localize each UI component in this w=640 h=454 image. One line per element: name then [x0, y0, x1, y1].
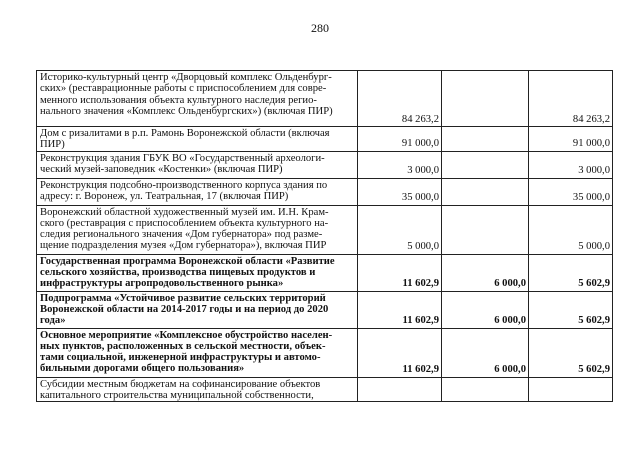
federal-amount-cell	[442, 178, 529, 205]
total-amount-cell: 91 000,0	[358, 127, 442, 152]
federal-amount-cell: 6 000,0	[442, 291, 529, 328]
federal-amount-cell	[442, 151, 529, 178]
total-amount-cell: 35 000,0	[358, 178, 442, 205]
row-description	[37, 71, 358, 127]
description-line: Воронежский областной художественный музей им. И.Н. Крам-	[40, 206, 329, 218]
description-line: года»	[40, 315, 66, 327]
description-line: Подпрограмма «Устойчивое развитие сельских территорий	[40, 292, 326, 304]
row-description	[37, 205, 358, 254]
row-description	[37, 291, 358, 328]
federal-amount-cell	[442, 71, 529, 127]
regional-amount-cell: 3 000,0	[529, 151, 613, 178]
description-line: ческий музей-заповедник «Костенки» (включая ПИР)	[40, 163, 283, 175]
table-row	[37, 328, 613, 377]
federal-amount-cell	[442, 205, 529, 254]
table-row	[37, 127, 613, 152]
description-line: Реконструкция подсобно-производственного корпуса здания по	[40, 179, 328, 191]
description-line: ПИР)	[40, 139, 65, 151]
federal-amount-cell	[442, 127, 529, 152]
table-row	[37, 178, 613, 205]
regional-amount-cell: 5 602,9	[529, 328, 613, 377]
table-row	[37, 254, 613, 291]
row-description	[37, 151, 358, 178]
table-row	[37, 377, 613, 402]
description-line: сельского хозяйства, производства пищевых продуктов и	[40, 266, 316, 278]
description-line: Историко-культурный центр «Дворцовый комплекс Ольденбург-	[40, 72, 332, 83]
federal-amount-cell: 6 000,0	[442, 328, 529, 377]
table-row	[37, 151, 613, 178]
description-line: следия регионального значения «Дом губернатора» под разме-	[40, 229, 323, 241]
row-description	[37, 377, 358, 402]
description-line: ских» (реставрационные работы с приспособлением для совре-	[40, 83, 327, 95]
description-line: ского (реставрация с приспособлением объекта культурного на-	[40, 217, 329, 229]
regional-amount-cell: 5 602,9	[529, 291, 613, 328]
description-line: нального значения «Комплекс Ольденбургских») (включая ПИР)	[40, 105, 333, 117]
total-amount-cell: 84 263,2	[358, 71, 442, 127]
description-line: адресу: г. Воронеж, ул. Театральная, 17 (включая ПИР)	[40, 190, 289, 202]
description-line: бильными дорогами общего пользования»	[40, 363, 245, 375]
regional-amount-cell: 35 000,0	[529, 178, 613, 205]
description-line: щение подразделения музея «Дом губернатора»), включая ПИР	[40, 240, 327, 252]
table-row	[37, 71, 613, 127]
regional-amount-cell: 5 602,9	[529, 254, 613, 291]
description-line: инфраструктуры агропродовольственного рынка»	[40, 278, 284, 290]
description-line: Субсидии местным бюджетам на софинансирование объектов	[40, 378, 321, 390]
row-description	[37, 254, 358, 291]
table-row	[37, 291, 613, 328]
row-description	[37, 127, 358, 152]
regional-amount-cell	[529, 377, 613, 402]
total-amount-cell	[358, 377, 442, 402]
row-description	[37, 328, 358, 377]
page-number: 280	[311, 21, 329, 35]
regional-amount-cell: 84 263,2	[529, 71, 613, 127]
description-line: Дом с ризалитами в р.п. Рамонь Воронежской области (включая	[40, 128, 330, 139]
total-amount-cell: 5 000,0	[358, 205, 442, 254]
total-amount-cell: 3 000,0	[358, 151, 442, 178]
total-amount-cell: 11 602,9	[358, 328, 442, 377]
description-line: Реконструкция здания ГБУК ВО «Государственный археологи-	[40, 152, 325, 164]
table-row	[37, 205, 613, 254]
budget-table	[36, 70, 613, 402]
row-description	[37, 178, 358, 205]
description-line: Государственная программа Воронежской области «Развитие	[40, 255, 335, 267]
federal-amount-cell	[442, 377, 529, 402]
description-line: тами социальной, инженерной инфраструктуры и автомо-	[40, 352, 321, 364]
description-line: Основное мероприятие «Комплексное обустройство населен-	[40, 329, 333, 341]
regional-amount-cell: 5 000,0	[529, 205, 613, 254]
federal-amount-cell: 6 000,0	[442, 254, 529, 291]
total-amount-cell: 11 602,9	[358, 254, 442, 291]
regional-amount-cell: 91 000,0	[529, 127, 613, 152]
total-amount-cell: 11 602,9	[358, 291, 442, 328]
description-line: Воронежской области на 2014-2017 годы и на период до 2020	[40, 303, 329, 315]
description-line: ных пунктов, расположенных в сельской местности, объек-	[40, 340, 326, 352]
description-line: менного использования объекта культурного наследия регио-	[40, 94, 317, 106]
description-line: капитального строительства муниципальной собственности,	[40, 389, 314, 401]
